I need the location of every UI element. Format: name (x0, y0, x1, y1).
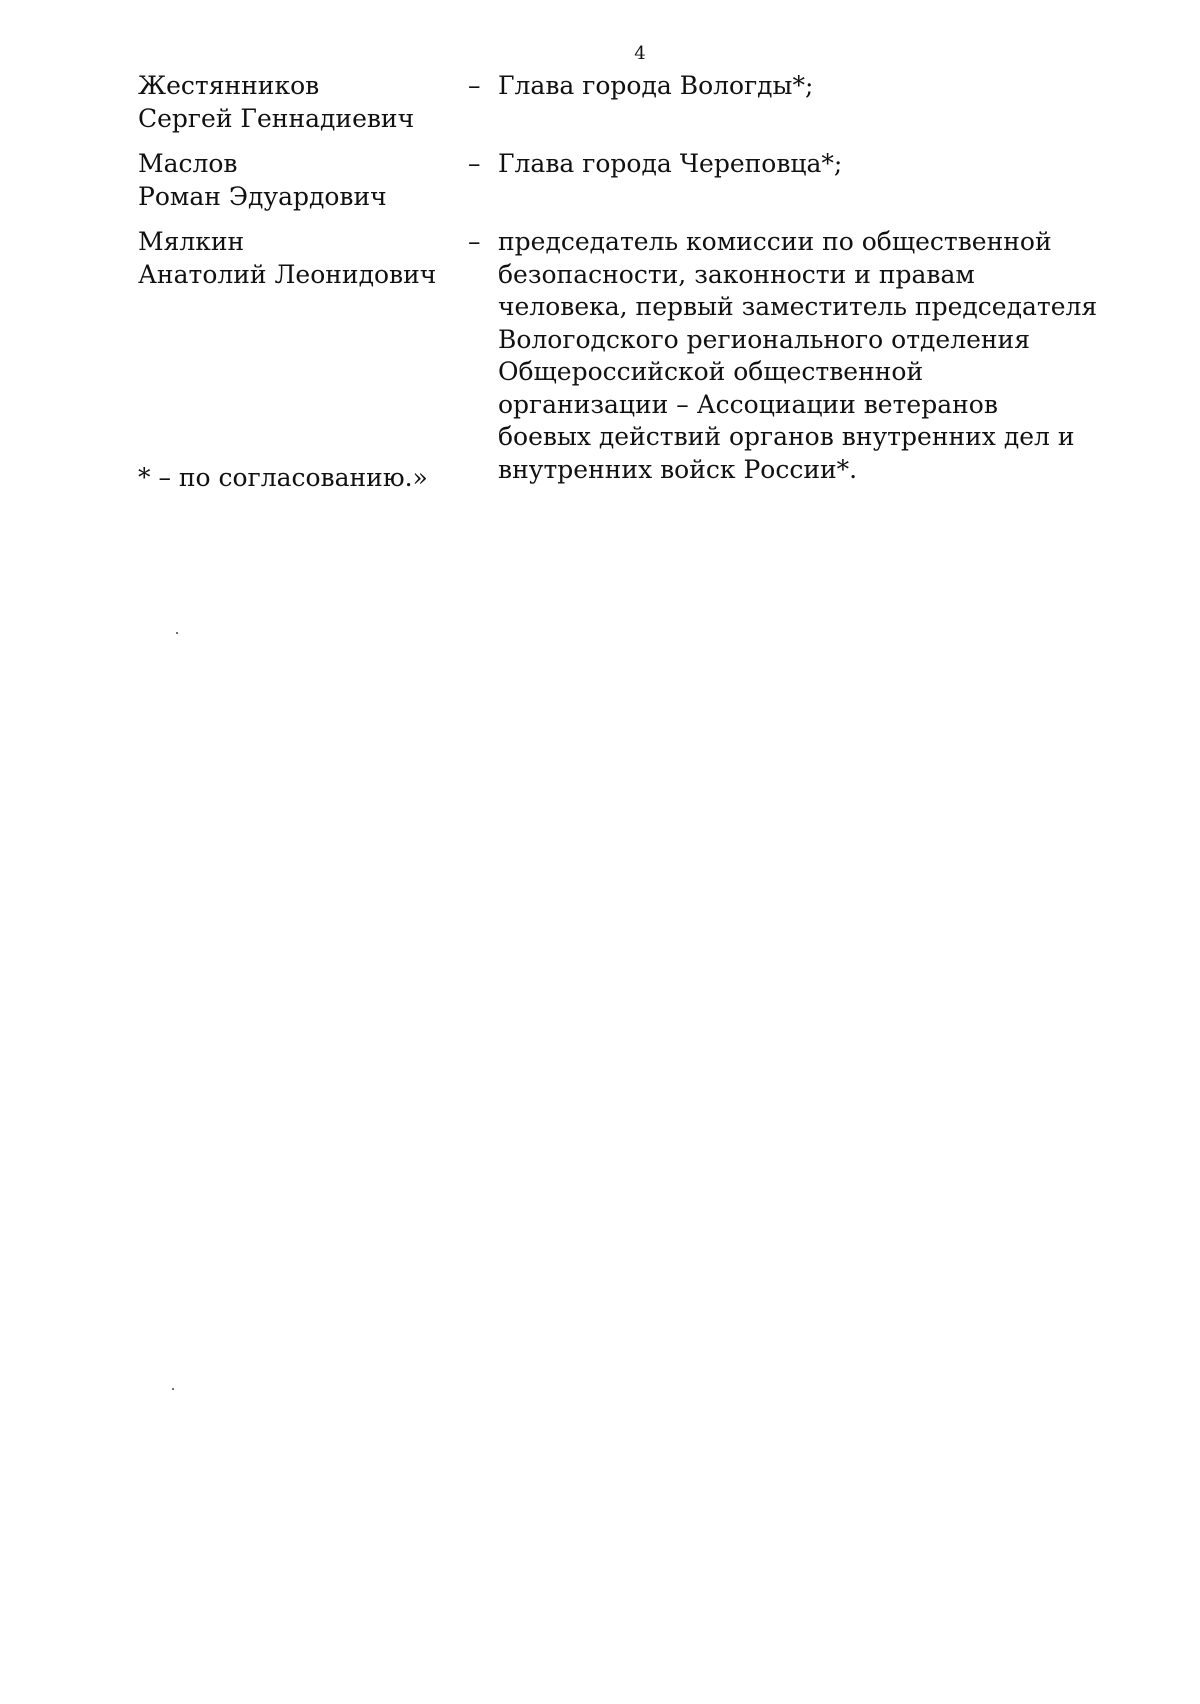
member-dash: – (468, 227, 481, 256)
member-row (138, 226, 1098, 486)
member-surname: Жестянников (138, 71, 320, 100)
scan-speck (176, 632, 178, 634)
member-surname: Мялкин (138, 227, 245, 256)
member-row (138, 148, 1098, 213)
member-surname: Маслов (138, 149, 238, 178)
member-name (138, 70, 468, 135)
member-dash: – (468, 149, 481, 178)
member-position: Глава города Вологды*; (498, 71, 814, 100)
member-name (138, 148, 468, 213)
member-given-names: Сергей Геннадиевич (138, 103, 415, 133)
member-row (138, 70, 1098, 135)
member-dash: – (468, 71, 481, 100)
member-position: председатель комиссии по общественной безопасности, законности и правам человека, первый заместитель председателя Вологодского регионального отделения Общероссийской общественной организации – Ассоциации ветеранов боевых действий органов внутренних дел и внутренних войск России*. (498, 227, 1098, 484)
member-position: Глава города Череповца*; (498, 149, 843, 178)
footnote: * – по согласованию.» (138, 463, 428, 492)
page-number: 4 (634, 43, 646, 64)
member-name (138, 226, 468, 291)
member-list (138, 70, 1098, 499)
member-given-names: Анатолий Леонидович (138, 259, 437, 289)
member-given-names: Роман Эдуардович (138, 181, 387, 211)
scan-speck (172, 1388, 174, 1390)
